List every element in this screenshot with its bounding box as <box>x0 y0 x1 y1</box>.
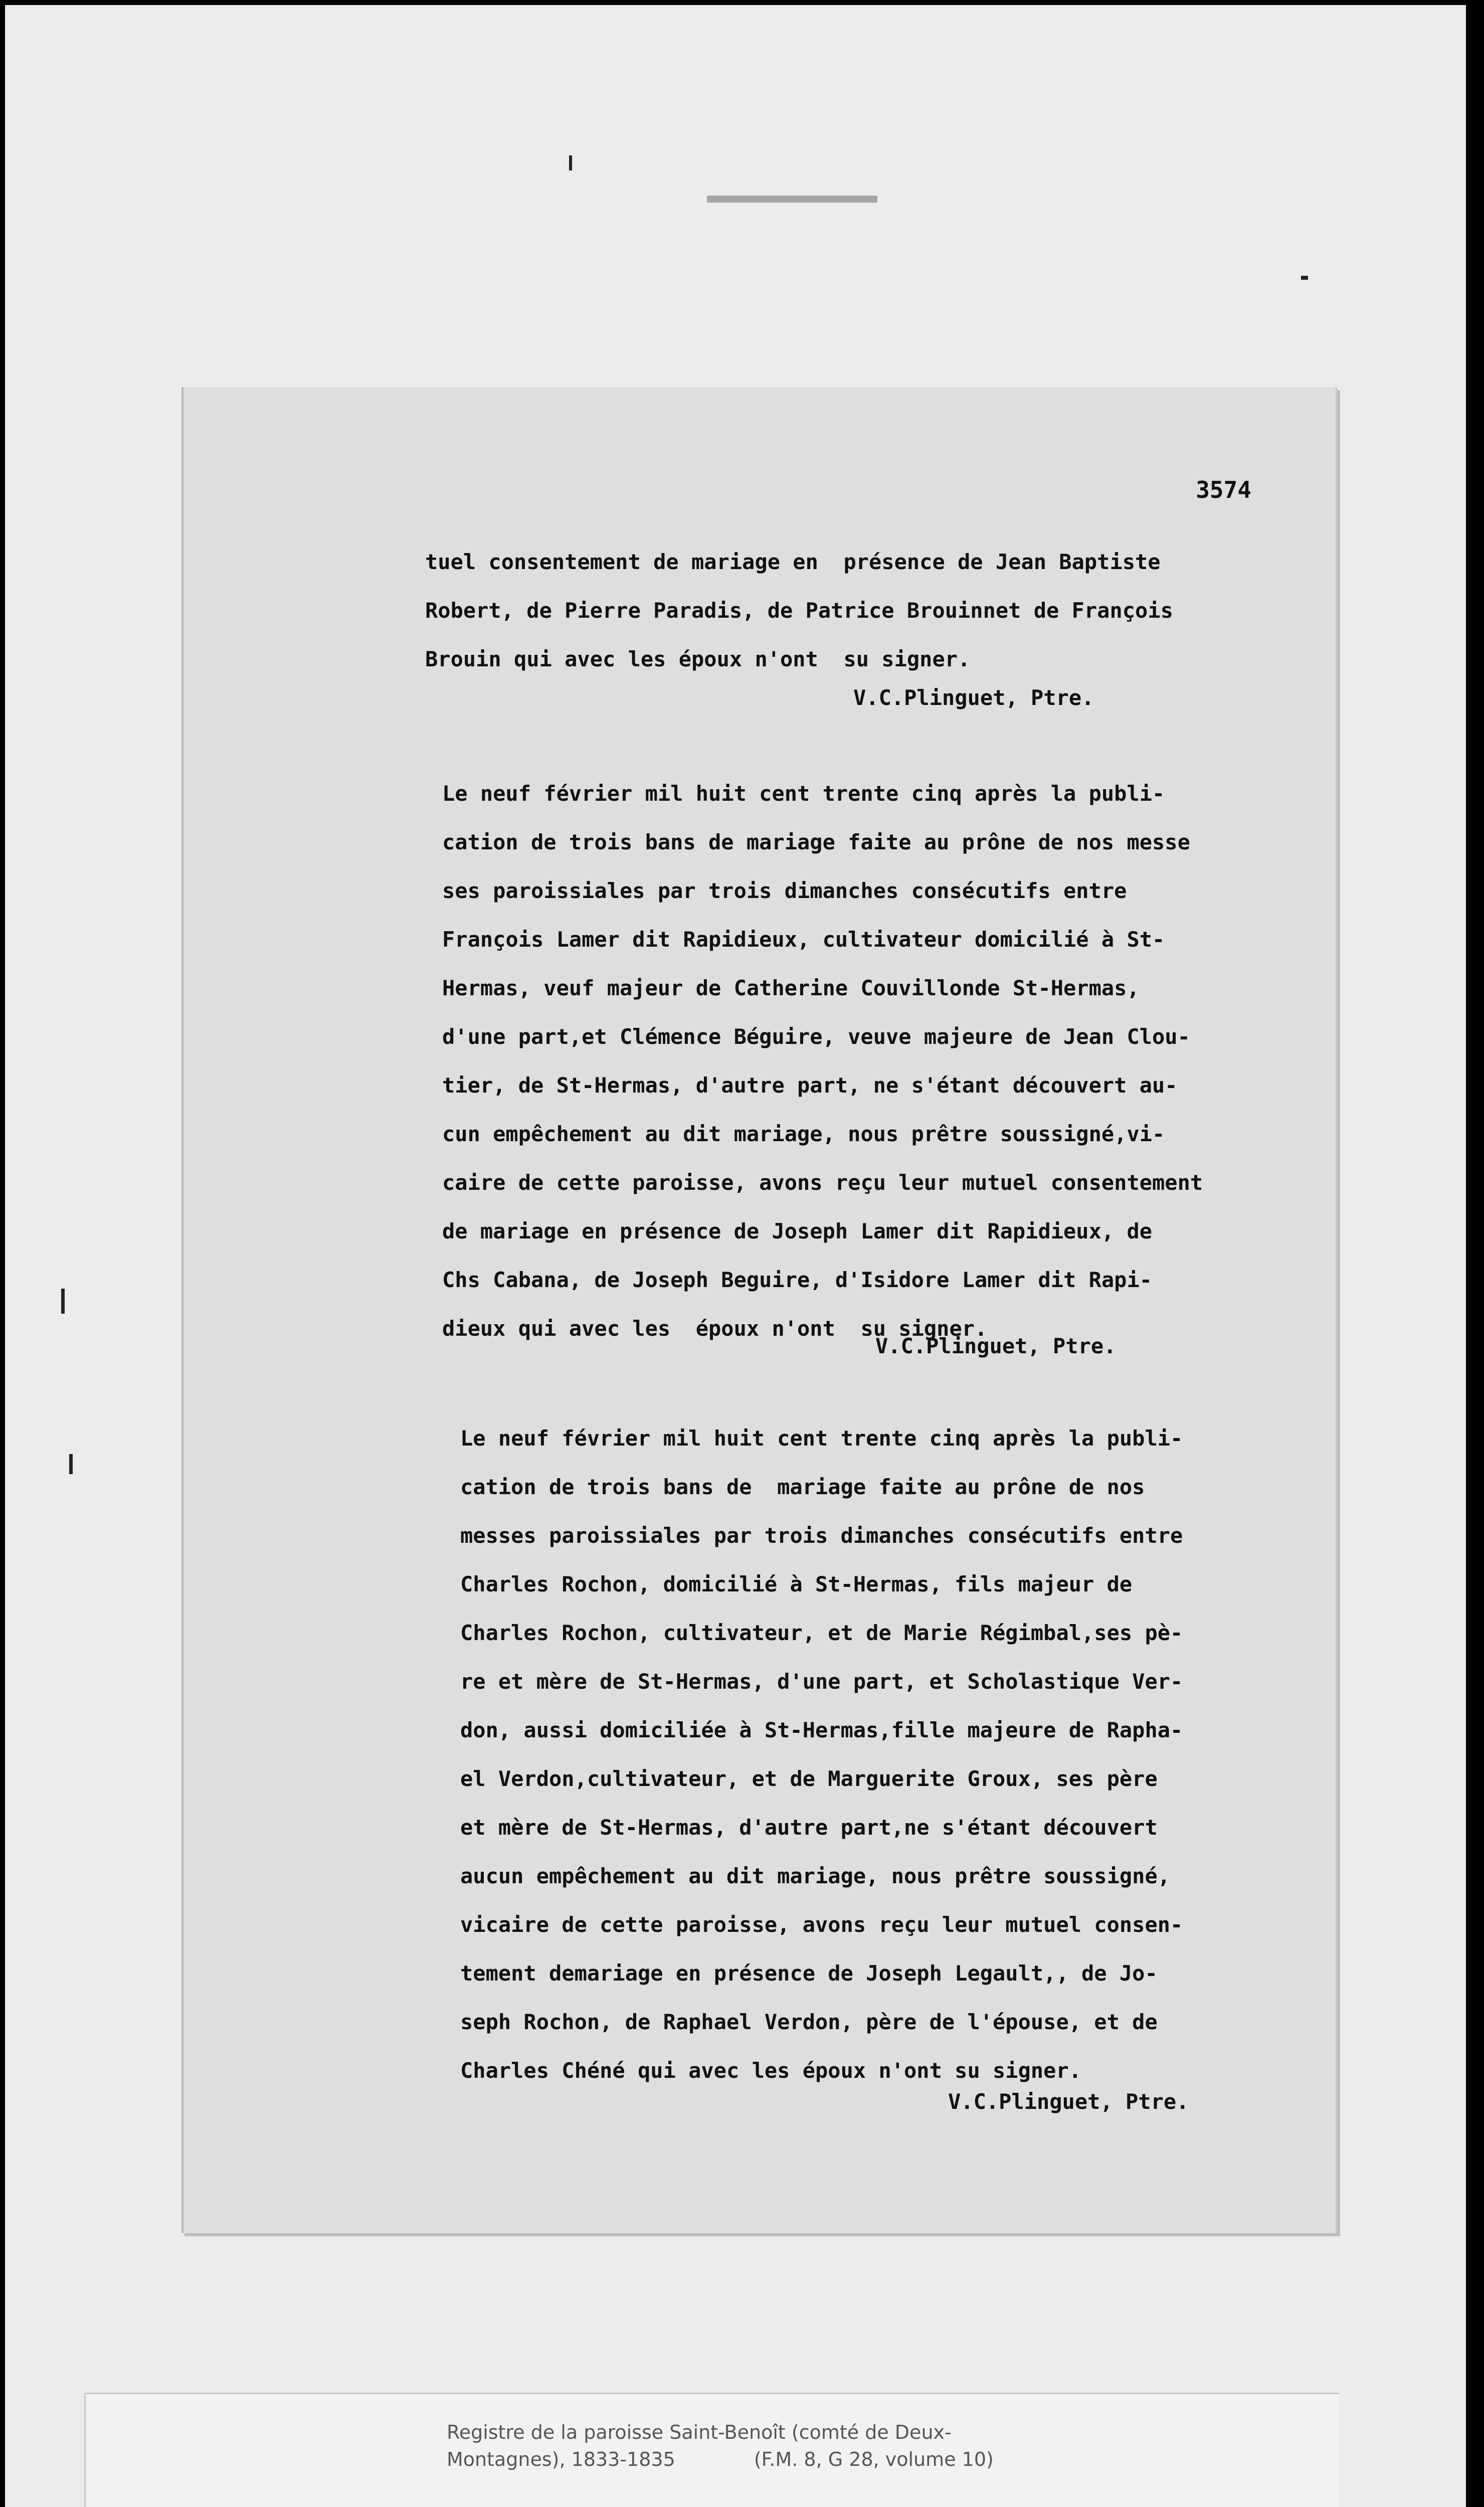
microfilm-frame <box>5 5 1466 2507</box>
priest-signature: V.C.Plinguet, Ptre. <box>853 685 1094 710</box>
text-line: Robert, de Pierre Paradis, de Patrice Brouinnet de François <box>425 598 1173 623</box>
text-line: caire de cette paroisse, avons reçu leur mutuel consentement <box>442 1170 1203 1195</box>
text-line: re et mère de St-Hermas, d'une part, et Scholastique Ver- <box>460 1669 1183 1694</box>
text-line: tuel consentement de mariage en présence de Jean Baptiste <box>425 550 1161 574</box>
text-line: dieux qui avec les époux n'ont su signer. <box>442 1316 988 1341</box>
priest-signature: V.C.Plinguet, Ptre. <box>875 1334 1117 1358</box>
marriage-record-paragraph <box>460 1414 1183 2095</box>
text-line: aucun empêchement au dit mariage, nous prêtre soussigné, <box>460 1864 1171 1888</box>
text-line: et mère de St-Hermas, d'autre part,ne s'étant découvert <box>460 1815 1158 1840</box>
text-line: Hermas, veuf majeur de Catherine Couvillonde St-Hermas, <box>442 976 1140 1000</box>
text-line: Charles Rochon, domicilié à St-Hermas, fils majeur de <box>460 1572 1133 1596</box>
text-line: ses paroissiales par trois dimanches consécutifs entre <box>442 878 1127 903</box>
register-reference-line: Montagnes), 1833-1835 (F.M. 8, G 28, volume 10) <box>447 2448 994 2470</box>
text-line: tier, de St-Hermas, d'autre part, ne s'étant découvert au- <box>442 1073 1178 1098</box>
register-page <box>181 387 1337 2233</box>
text-line: el Verdon,cultivateur, et de Marguerite Groux, ses père <box>460 1766 1158 1791</box>
film-scratch <box>707 196 877 203</box>
text-line: messes paroissiales par trois dimanches consécutifs entre <box>460 1523 1183 1548</box>
text-line: Brouin qui avec les époux n'ont su signer. <box>425 647 971 671</box>
register-reference-line: Registre de la paroisse Saint-Benoît (comté de Deux- <box>447 2421 952 2443</box>
text-line: cation de trois bans de mariage faite au prône de nos messe <box>442 830 1190 854</box>
text-line: Chs Cabana, de Joseph Beguire, d'Isidore Lamer dit Rapi- <box>442 1268 1153 1292</box>
text-line: d'une part,et Clémence Béguire, veuve majeure de Jean Clou- <box>442 1024 1190 1049</box>
text-line: Charles Rochon, cultivateur, et de Marie Régimbal,ses pè- <box>460 1621 1183 1645</box>
text-line: vicaire de cette paroisse, avons reçu leur mutuel consen- <box>460 1912 1183 1937</box>
text-line: seph Rochon, de Raphael Verdon, père de l'épouse, et de <box>460 2010 1158 2034</box>
text-line: Le neuf février mil huit cent trente cinq après la publi- <box>442 781 1165 806</box>
reference-label <box>84 2393 1339 2507</box>
text-line: tement demariage en présence de Joseph Legault,, de Jo- <box>460 1961 1158 1986</box>
priest-signature: V.C.Plinguet, Ptre. <box>948 2089 1189 2114</box>
text-line: François Lamer dit Rapidieux, cultivateur domicilié à St- <box>442 927 1165 952</box>
text-line: cun empêchement au dit mariage, nous prêtre soussigné,vi- <box>442 1122 1165 1146</box>
marriage-record-paragraph <box>425 538 1173 683</box>
text-line: de mariage en présence de Joseph Lamer dit Rapidieux, de <box>442 1219 1153 1243</box>
film-mark <box>69 1454 73 1474</box>
film-speck <box>1301 276 1308 280</box>
page-number: 3574 <box>1196 476 1251 503</box>
text-line: Le neuf février mil huit cent trente cinq après la publi- <box>460 1426 1183 1451</box>
film-mark <box>61 1289 65 1314</box>
film-speck <box>569 155 572 170</box>
text-line: Charles Chéné qui avec les époux n'ont su signer. <box>460 2058 1082 2083</box>
text-line: don, aussi domiciliée à St-Hermas,fille majeure de Rapha- <box>460 1718 1183 1742</box>
marriage-record-paragraph <box>442 769 1203 1353</box>
text-line: cation de trois bans de mariage faite au prône de nos <box>460 1475 1145 1499</box>
